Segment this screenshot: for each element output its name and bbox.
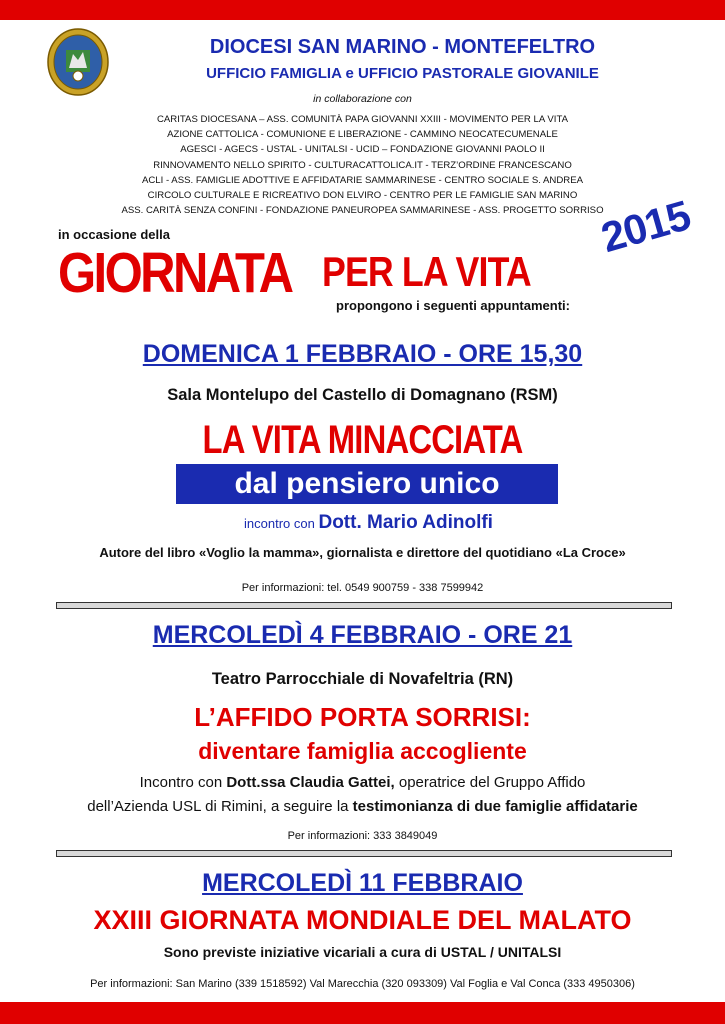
event3-date: MERCOLEDÌ 11 FEBBRAIO [202,869,523,897]
bottom-red-bar [0,1002,725,1024]
text: operatrice del Gruppo Affido [394,774,586,791]
event3-title: XXIII GIORNATA MONDIALE DEL MALATO [93,905,632,935]
event2-venue: Teatro Parrocchiale di Novafeltria (RN) [211,670,514,688]
event3-description: Sono previste iniziative vicariali a cura di USTAL / UNITALSI [163,944,562,960]
separator [56,602,672,609]
org-line: CARITAS DIOCESANA – ASS. COMUNITÀ PAPA GIOVANNI XXIII - MOVIMENTO PER LA VITA [156,114,569,125]
event2-title: L’AFFIDO PORTA SORRISI: [194,702,531,732]
speaker-name: Dott. Mario Adinolfi [318,512,493,533]
org-line: AGESCI - AGECS - USTAL - UNITALSI - UCID – FONDAZIONE GIOVANNI PAOLO II [180,144,545,156]
event1-speaker-line [6,512,725,534]
per-la-vita-heading: PER LA VITA [322,248,531,295]
event2-date: MERCOLEDÌ 4 FEBBRAIO - ORE 21 [152,621,573,649]
org-line: AZIONE CATTOLICA - COMUNIONE E LIBERAZIONE - CAMMINO NEOCATECUMENALE [167,129,558,141]
event2-info: Per informazioni: 333 3849049 [287,830,438,842]
event1-date: DOMENICA 1 FEBBRAIO - ORE 15,30 [142,340,583,368]
org-line: RINNOVAMENTO NELLO SPIRITO - CULTURACATTOLICA.IT - TERZ’ORDINE FRANCESCANO [153,159,572,171]
text-bold: Dott.ssa Claudia Gattei, [226,774,395,791]
year-badge: 2015 [596,191,695,262]
propose-label: propongono i seguenti appuntamenti: [336,298,570,313]
speaker-prefix: incontro con [244,516,315,531]
text: dell’Azienda USL di Rimini, a seguire la [87,798,353,815]
occasion-label: in occasione della [58,227,170,242]
org-line: ACLI - ASS. FAMIGLIE ADOTTIVE E AFFIDATARIE SAMMARINESE - CENTRO SOCIALE S. ANDREA [141,174,584,186]
org-line: CIRCOLO CULTURALE E RICREATIVO DON ELVIRO - CENTRO PER LE FAMIGLIE SAN MARINO [147,190,578,202]
event2-subtitle: diventare famiglia accogliente [198,738,527,764]
event1-title: LA VITA MINACCIATA [202,418,523,462]
separator [56,850,672,857]
giornata-heading: GIORNATA [58,241,292,305]
event1-info: Per informazioni: tel. 0549 900759 - 338 7599942 [241,582,484,594]
organizations-list [0,112,725,218]
event2-line2 [0,798,725,815]
top-red-bar [0,0,725,20]
text-bold: testimonianza di due famiglie affidatarie [352,798,638,815]
org-line: ASS. CARITÀ SENZA CONFINI - FONDAZIONE PANEUROPEA SAMMARINESE - ASS. PROGETTO SORRISO [121,205,604,217]
office-title: UFFICIO FAMIGLIA e UFFICIO PASTORALE GIOVANILE [206,65,599,82]
diocese-title: DIOCESI SAN MARINO - MONTEFELTRO [209,36,596,58]
event3-info: Per informazioni: San Marino (339 1518592) Val Marecchia (320 093309) Val Foglia e Val Conca (333 4950306) [90,978,635,990]
event2-line1 [0,774,725,791]
event1-description: Autore del libro «Voglio la mamma», giornalista e direttore del quotidiano «La Croce» [99,545,626,560]
collaboration-label: in collaborazione con [313,93,412,105]
event1-venue: Sala Montelupo del Castello di Domagnano (RSM) [167,386,558,404]
event1-subtitle: dal pensiero unico [176,464,558,504]
text: Incontro con [139,774,227,791]
